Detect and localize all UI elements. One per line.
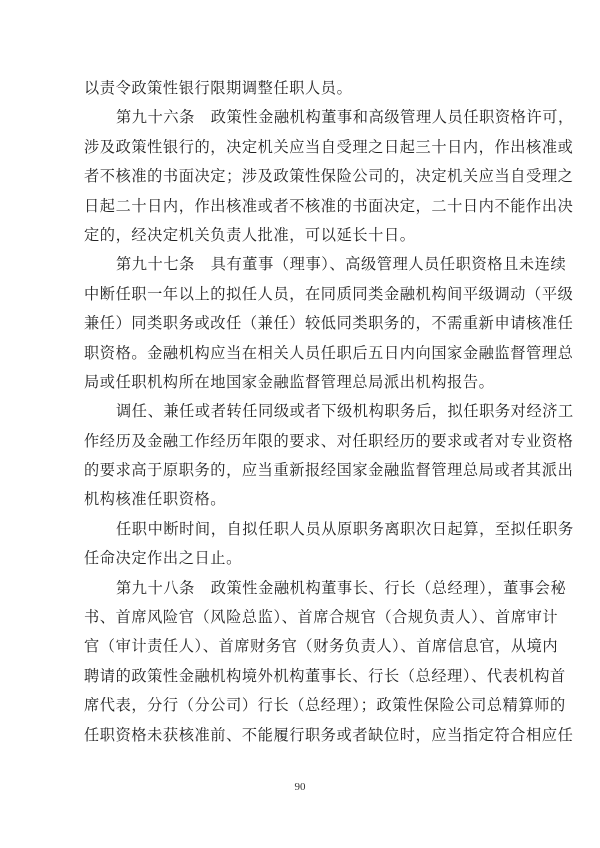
text-line: 第九十八条 政策性金融机构董事长、行长（总经理），董事会秘 [116, 578, 567, 597]
text-line: 任职中断时间，自拟任职人员从原职务离职次日起算，至拟任职务 [116, 519, 574, 538]
paragraph [84, 74, 520, 103]
text-line: 作经历及金融工作经历年限的要求、对任职经历的要求或者对专业资格 [84, 431, 574, 450]
text-line: 任命决定作出之日止。 [84, 549, 242, 568]
document-body [84, 74, 574, 750]
text-line: 任职资格未获核准前、不能履行职务或者缺位时，应当指定符合相应任 [84, 725, 574, 744]
text-line: 局或任职机构所在地国家金融监督管理总局派出机构报告。 [84, 372, 495, 391]
text-line: 调任、兼任或者转任同级或者下级机构职务后，拟任职务对经济工 [116, 402, 574, 421]
paragraph [84, 574, 574, 750]
text-line: 以责令政策性银行限期调整任职人员。 [84, 79, 353, 97]
text-line: 兼任）同类职务或改任（兼任）较低同类职务的，不需重新申请核准任 [84, 314, 574, 333]
text-line: 书、首席风险官（风险总监）、首席合规官（合规负责人）、首席审计 [84, 608, 559, 627]
text-line: 官（审计责任人）、首席财务官（财务负责人）、首席信息官，从境内 [84, 637, 559, 656]
text-line: 聘请的政策性金融机构境外机构董事长、行长（总经理）、代表机构首 [84, 666, 566, 685]
text-line: 中断任职一年以上的拟任人员，在同质同类金融机构间平级调动（平级 [84, 284, 574, 303]
text-line: 定的，经决定机关负责人批准，可以延长十日。 [84, 225, 416, 244]
paragraph [84, 397, 574, 515]
text-line: 职资格。金融机构应当在相关人员任职后五日内向国家金融监督管理总 [84, 343, 574, 362]
paragraph [84, 250, 574, 397]
paragraph [84, 515, 574, 574]
text-line: 的要求高于原职务的，应当重新报经国家金融监督管理总局或者其派出 [84, 461, 574, 480]
text-line: 者不核准的书面决定；涉及政策性保险公司的，决定机关应当自受理之 [84, 167, 574, 186]
paragraph [84, 103, 574, 250]
text-line: 涉及政策性银行的，决定机关应当自受理之日起三十日内，作出核准或 [84, 137, 574, 156]
page-number: 90 [294, 781, 306, 793]
text-line: 日起二十日内，作出核准或者不核准的书面决定，二十日内不能作出决 [84, 196, 574, 215]
text-line: 第九十七条 具有董事（理事）、高级管理人员任职资格且未连续 [116, 255, 567, 274]
text-line: 机构核准任职资格。 [84, 490, 227, 509]
text-line: 第九十六条 政策性金融机构董事和高级管理人员任职资格许可， [116, 108, 574, 127]
text-line: 席代表，分行（分公司）行长（总经理）；政策性保险公司总精算师的 [84, 696, 566, 715]
